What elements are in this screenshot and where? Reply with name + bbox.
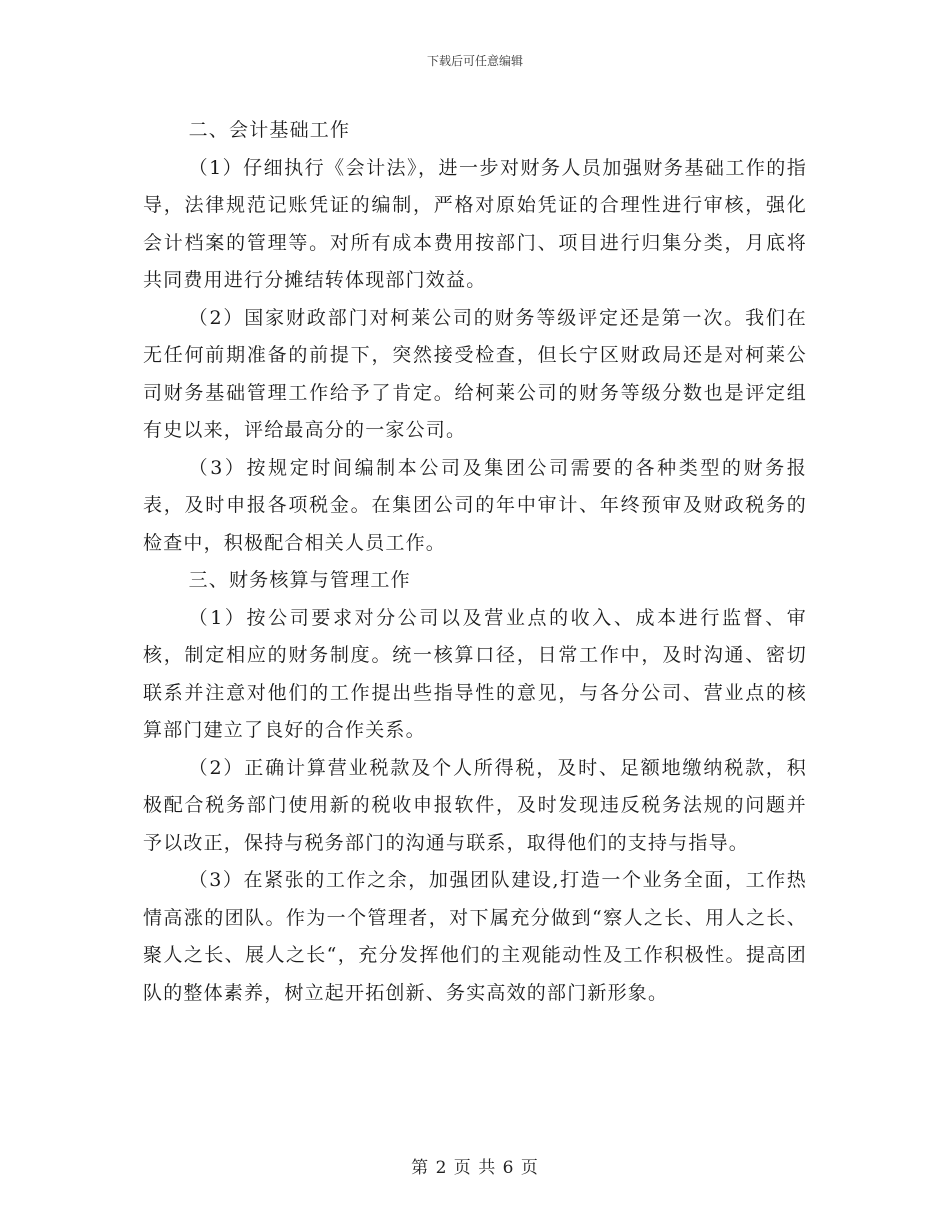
section-heading-finance-accounting-management: 三、财务核算与管理工作	[188, 569, 411, 591]
paragraph-accounting-1: （1）仔细执行《会计法》，进一步对财务人员加强财务基础工作的指导，法律规范记账凭证的编制，严格对原始凭证的合理性进行审核，强化会计档案的管理等。对所有成本费用按部门、项目进行归集分类，月底将共同费用进行分摊结转体现部门效益。	[143, 156, 807, 291]
page-number-footer: 第 2 页 共 6 页	[411, 1158, 539, 1178]
page-header-note: 下载后可任意编辑	[426, 54, 523, 68]
section-heading-accounting-basics: 二、会计基础工作	[188, 119, 351, 141]
document-body	[143, 112, 807, 1012]
paragraph-finance-3: （3）在紧张的工作之余，加强团队建设,打造一个业务全面，工作热情高涨的团队。作为一个管理者，对下属充分做到“察人之长、用人之长、聚人之长、展人之长“，充分发挥他们的主观能动性及工作积极性。提高团队的整体素养，树立起开拓创新、务实高效的部门新形象。	[143, 869, 807, 1004]
paragraph-finance-1: （1）按公司要求对分公司以及营业点的收入、成本进行监督、审核，制定相应的财务制度。统一核算口径，日常工作中，及时沟通、密切联系并注意对他们的工作提出些指导性的意见，与各分公司、营业点的核算部门建立了良好的合作关系。	[143, 606, 807, 741]
paragraph-accounting-3: （3）按规定时间编制本公司及集团公司需要的各种类型的财务报表，及时申报各项税金。在集团公司的年中审计、年终预审及财政税务的检查中，积极配合相关人员工作。	[143, 456, 807, 554]
paragraph-accounting-2: （2）国家财政部门对柯莱公司的财务等级评定还是第一次。我们在无任何前期准备的前提下，突然接受检查，但长宁区财政局还是对柯莱公司财务基础管理工作给予了肯定。给柯莱公司的财务等级分数也是评定组有史以来，评给最高分的一家公司。	[143, 306, 807, 441]
paragraph-finance-2: （2）正确计算营业税款及个人所得税，及时、足额地缴纳税款，积极配合税务部门使用新的税收申报软件，及时发现违反税务法规的问题并予以改正，保持与税务部门的沟通与联系，取得他们的支持与指导。	[143, 756, 807, 854]
